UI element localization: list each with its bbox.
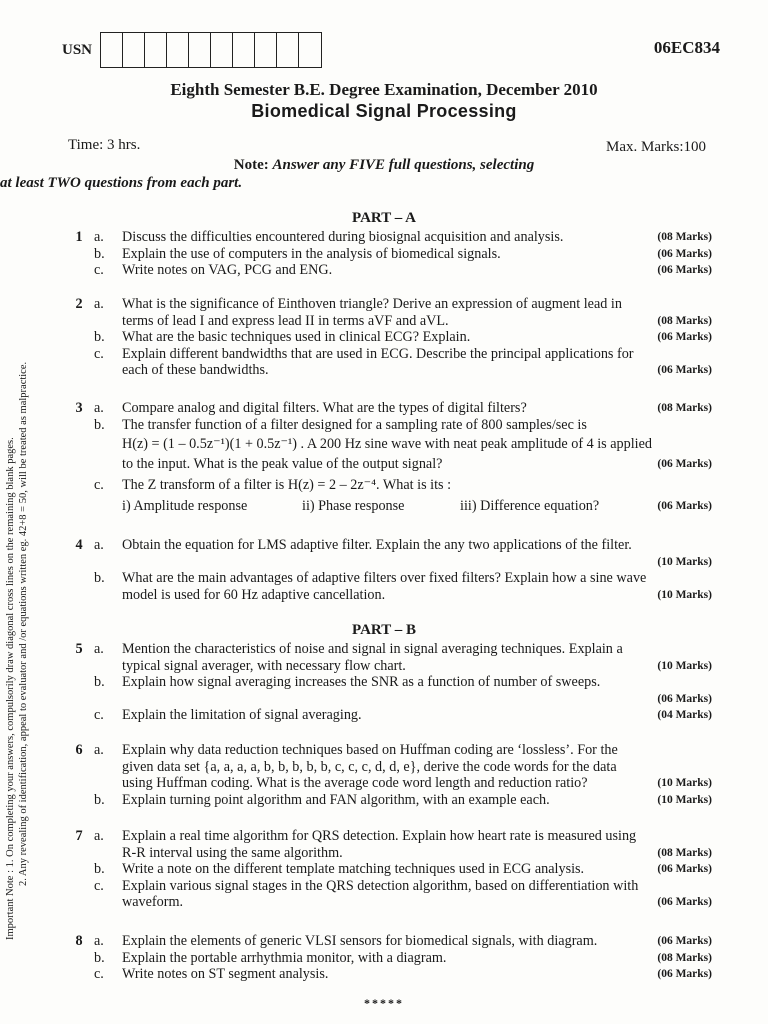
end-of-paper-mark: *****	[364, 996, 404, 1010]
question-text: The transfer function of a filter designed for a sampling rate of 800 samples/sec is	[122, 416, 587, 433]
question-number: 5	[75, 641, 83, 657]
option-text: ii) Phase response	[302, 497, 405, 514]
question-text: Explain the limitation of signal averaging.	[122, 707, 362, 723]
question-text: Compare analog and digital filters. What are the types of digital filters?	[122, 400, 527, 416]
usn-field	[62, 32, 322, 68]
usn-box	[167, 33, 189, 67]
option-text: iii) Difference equation?	[460, 497, 600, 514]
question-text: Explain the elements of generic VLSI sensors for biomedical signals, with diagram.	[122, 933, 598, 949]
question-text: Explain a real time algorithm for QRS detection. Explain how heart rate is measured using	[122, 828, 637, 844]
subject-title: Biomedical Signal Processing	[251, 101, 517, 121]
marks: (06 Marks)	[657, 331, 712, 343]
paper-code: 06EC834	[653, 38, 720, 57]
marks: (10 Marks)	[657, 777, 712, 789]
question-1: 1 a. (08 Marks) Discuss the difficulties encountered during biosignal acquisition and analysis. b. (06 Marks) Explain the use of computers in the analysis of biomedical signals. c. (06 Marks) Write notes on VAG, PCG and ENG.	[60, 229, 712, 279]
question-text: Explain the use of computers in the analysis of biomedical signals.	[122, 245, 501, 262]
usn-box	[299, 33, 321, 67]
marks: (08 Marks)	[657, 314, 712, 327]
question-number: 7	[75, 828, 83, 844]
question-text: to the input. What is the peak value of the output signal?	[122, 455, 443, 472]
question-6: 6 a. Explain why data reduction techniques based on Huffman coding are ‘lossless’. For the given data set {a, a, a, a, b, b, b, b, b, c, c, c, d, d, e}, derive the code words for the data (10 Marks) using Huffman coding. What is the average code word length and reduction ratio? b. (10 Marks) Explain turning point algorithm and FAN algorithm, with an example each.	[60, 742, 712, 808]
marks: (10 Marks)	[657, 793, 712, 806]
question-number: 2	[75, 296, 83, 312]
question-text: What are the main advantages of adaptive filters over fixed filters? Explain how a sine wave	[122, 570, 647, 586]
marks: (06 Marks)	[657, 457, 712, 470]
question-5: 5 a. Mention the characteristics of noise and signal in signal averaging techniques. Explain a (10 Marks) typical signal averager, with necessary flow chart. b. Explain how signal averaging increases the SNR as a function of number of sweeps. (06 Marks) c. (04 Marks) Explain the limitation of signal averaging.	[60, 641, 712, 724]
marks: (06 Marks)	[657, 247, 712, 260]
marks: (04 Marks)	[657, 709, 712, 721]
usn-box	[101, 33, 123, 67]
usn-box	[123, 33, 145, 67]
question-text: Explain the portable arrhythmia monitor, with a diagram.	[122, 949, 447, 966]
question-text: Explain turning point algorithm and FAN algorithm, with an example each.	[122, 791, 550, 808]
max-marks-label: Max. Marks:100	[606, 139, 706, 155]
question-text: terms of lead I and express lead II in terms aVF and aVL.	[122, 312, 449, 329]
marks: (06 Marks)	[657, 264, 712, 276]
note-label: Note:	[233, 157, 269, 173]
usn-box	[255, 33, 277, 67]
exam-title: Eighth Semester B.E. Degree Examination, December 2010	[170, 80, 598, 99]
question-number: 4	[75, 537, 83, 553]
note-line-1: Answer any FIVE full questions, selecting	[272, 157, 535, 173]
part-a-heading: PART – A	[352, 210, 416, 226]
question-2: 2 a. What is the significance of Einthoven triangle? Derive an expression of augment lead in (08 Marks) terms of lead I and express lead II in terms aVF and aVL. b. (06 Marks) What are the basic techniques used in clinical ECG? Explain. c. Explain different bandwidths that are used in ECG. Describe the principal applications for (06 Marks) each of these bandwidths.	[60, 296, 712, 379]
question-text: H(z) = (1 – 0.5z⁻¹)(1 + 0.5z⁻¹) . A 200 Hz sine wave with neat peak amplitude of 4 is applied	[122, 436, 653, 452]
usn-box	[145, 33, 167, 67]
question-text: given data set {a, a, a, a, b, b, b, b, b, c, c, c, d, d, e}, derive the code words for the data	[122, 758, 617, 775]
marks: (08 Marks)	[657, 846, 712, 859]
marks: (06 Marks)	[657, 935, 712, 947]
instructions-note	[0, 156, 768, 192]
note-line-2: at least TWO questions from each part.	[0, 175, 243, 191]
usn-box	[233, 33, 255, 67]
marks: (06 Marks)	[657, 499, 712, 512]
usn-boxes	[100, 32, 322, 68]
marks: (08 Marks)	[657, 231, 712, 243]
question-text: Write notes on VAG, PCG and ENG.	[122, 262, 333, 278]
question-text: Mention the characteristics of noise and signal in signal averaging techniques. Explain a	[122, 641, 623, 657]
marks: (06 Marks)	[657, 364, 712, 376]
marks: (08 Marks)	[657, 402, 712, 414]
question-text: Explain various signal stages in the QRS detection algorithm, based on differentiation with	[122, 877, 639, 894]
question-text: What is the significance of Einthoven triangle? Derive an expression of augment lead in	[122, 296, 622, 312]
marks: (08 Marks)	[657, 951, 712, 964]
question-text: Obtain the equation for LMS adaptive filter. Explain the any two applications of the filter.	[122, 537, 632, 553]
marks: (06 Marks)	[657, 692, 712, 705]
side-important-note	[4, 240, 30, 940]
question-number: 1	[75, 229, 83, 245]
question-text: Explain why data reduction techniques based on Huffman coding are ‘lossless’. For the	[122, 742, 618, 758]
question-text: Explain different bandwidths that are used in ECG. Describe the principal applications for	[122, 345, 634, 362]
question-3: 3 a. (08 Marks) Compare analog and digital filters. What are the types of digital filters? b. The transfer function of a filter designed for a sampling rate of 800 samples/sec is H(z) = (1 – 0.5z⁻¹)(1 + 0.5z⁻¹) . A 200 Hz sine wave with neat peak amplitude of 4 is applied (06 Marks) to the input. What is the peak value of the output signal? c. The Z transform of a filter is H(z) = 2 – 2z⁻⁴. What is its : (06 Marks) i) Amplitude response ii) Phase response iii) Difference equation?	[60, 400, 712, 514]
usn-box	[211, 33, 233, 67]
option-text: i) Amplitude response	[122, 497, 248, 514]
part-b-heading: PART – B	[352, 622, 416, 638]
question-7: 7 a. Explain a real time algorithm for QRS detection. Explain how heart rate is measured using (08 Marks) R-R interval using the same algorithm. b. (06 Marks) Write a note on the different template matching techniques used in ECG analysis. c. Explain various signal stages in the QRS detection algorithm, based on differentiation with (06 Marks) waveform.	[60, 828, 712, 911]
marks: (10 Marks)	[657, 555, 712, 568]
question-number: 6	[75, 742, 83, 758]
question-text: Write notes on ST segment analysis.	[122, 966, 329, 982]
time-label: Time: 3 hrs.	[68, 137, 141, 153]
question-number: 8	[75, 933, 83, 949]
question-text: typical signal averager, with necessary flow chart.	[122, 657, 406, 674]
question-text: R-R interval using the same algorithm.	[122, 844, 343, 861]
usn-box	[277, 33, 299, 67]
question-text: Write a note on the different template matching techniques used in ECG analysis.	[122, 861, 585, 877]
marks: (10 Marks)	[657, 588, 712, 601]
question-4: 4 a. Obtain the equation for LMS adaptive filter. Explain the any two applications of the filter. (10 Marks) b. What are the main advantages of adaptive filters over fixed filters? Explain how a sine wave (10 Marks) model is used for 60 Hz adaptive cancellation.	[60, 537, 712, 603]
question-number: 3	[75, 400, 83, 416]
question-text: What are the basic techniques used in clinical ECG? Explain.	[122, 329, 471, 345]
question-text: The Z transform of a filter is H(z) = 2 – 2z⁻⁴. What is its :	[122, 477, 452, 493]
question-8: 8 a. (06 Marks) Explain the elements of generic VLSI sensors for biomedical signals, with diagram. b. (08 Marks) Explain the portable arrhythmia monitor, with a diagram. c. (06 Marks) Write notes on ST segment analysis.	[60, 933, 712, 983]
usn-box	[189, 33, 211, 67]
question-text: each of these bandwidths.	[122, 362, 269, 378]
question-text: model is used for 60 Hz adaptive cancellation.	[122, 586, 386, 603]
marks: (06 Marks)	[657, 896, 712, 908]
question-text: waveform.	[122, 894, 184, 910]
marks: (06 Marks)	[657, 968, 712, 980]
marks: (06 Marks)	[657, 863, 712, 875]
question-text: Discuss the difficulties encountered during biosignal acquisition and analysis.	[122, 229, 564, 245]
question-text: using Huffman coding. What is the average code word length and reduction ratio?	[122, 775, 588, 791]
side-note-line-1: Important Note : 1. On completing your answers, compulsorily draw diagonal cross lines on the remaining blank pages.	[5, 437, 16, 940]
side-note-line-2: 2. Any revealing of identification, appeal to evaluator and /or equations written eg. 42+8 = 50, will be treated as malpractice.	[18, 361, 29, 886]
question-text: Explain how signal averaging increases the SNR as a function of number of sweeps.	[122, 674, 601, 690]
usn-label: USN	[62, 41, 93, 58]
marks: (10 Marks)	[657, 659, 712, 672]
